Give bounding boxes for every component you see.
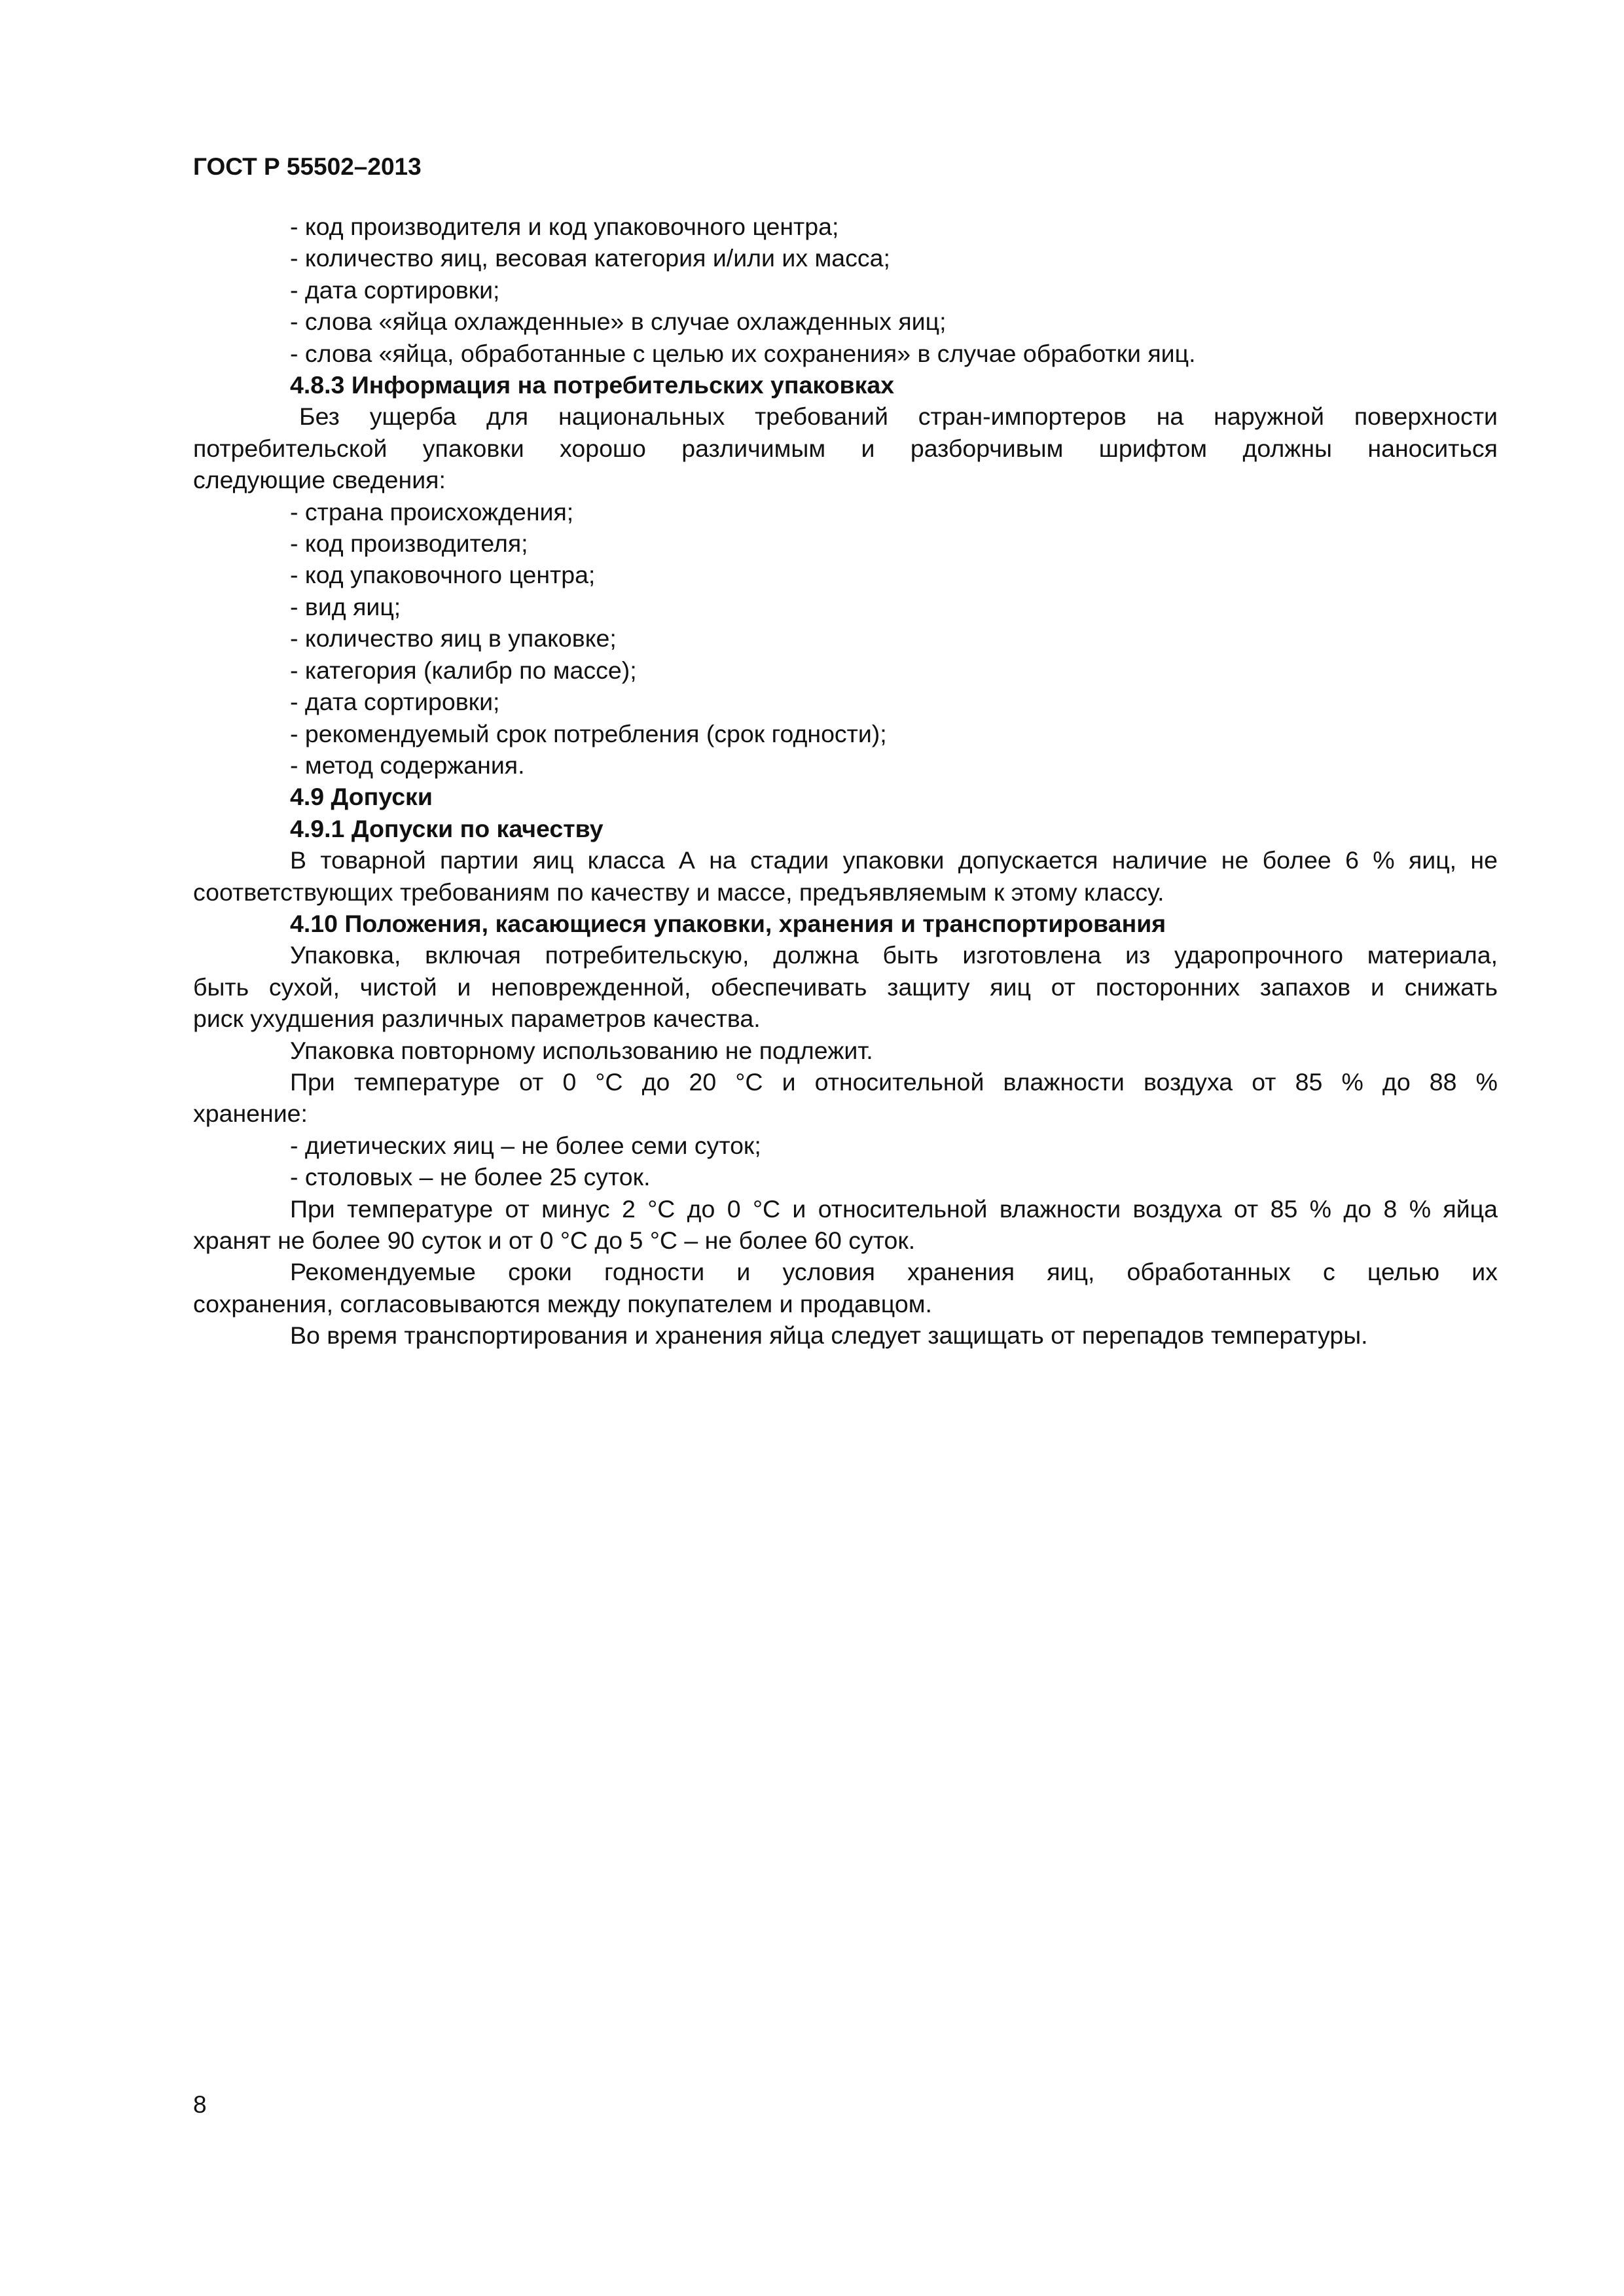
text-line: Рекомендуемые сроки годности и условия хранения яиц, обработанных с целью их xyxy=(290,1258,1498,1286)
text-line: риск ухудшения различных параметров качества. xyxy=(193,1005,761,1033)
document-header: ГОСТ Р 55502–2013 xyxy=(193,153,422,180)
text-line: - слова «яйца охлажденные» в случае охлажденных яиц; xyxy=(290,308,947,336)
text-line: соответствующих требованиям по качеству и массе, предъявляемым к этому классу. xyxy=(193,878,1164,906)
section-heading: 4.8.3 Информация на потребительских упаковках xyxy=(290,371,895,399)
text-line: Упаковка повторному использованию не подлежит. xyxy=(290,1036,873,1064)
text-line: - страна происхождения; xyxy=(290,497,574,526)
text-line: - столовых – не более 25 суток. xyxy=(290,1163,651,1191)
text-line: - код упаковочного центра; xyxy=(290,561,596,589)
text-line: быть сухой, чистой и неповрежденной, обеспечивать защиту яиц от посторонних запахов и снижать xyxy=(193,973,1498,1001)
text-line: - дата сортировки; xyxy=(290,276,500,304)
text-line: При температуре от минус 2 °С до 0 °С и относительной влажности воздуха от 85 % до 8 % яйца xyxy=(290,1194,1498,1223)
text-line: Без ущерба для национальных требований стран-импортеров на наружной поверхности xyxy=(299,403,1498,431)
text-line: - метод содержания. xyxy=(290,751,525,779)
text-line: В товарной партии яиц класса А на стадии упаковки допускается наличие не более 6 % яиц, не xyxy=(290,846,1498,874)
text-line: Во время транспортирования и хранения яйца следует защищать от перепадов температуры. xyxy=(290,1321,1368,1350)
document-body xyxy=(193,211,1498,1352)
text-line: - код производителя; xyxy=(290,529,528,558)
text-line: - категория (калибр по массе); xyxy=(290,656,637,684)
text-line: - диетических яиц – не более семи суток; xyxy=(290,1131,761,1159)
text-line: - вид яиц; xyxy=(290,592,401,620)
text-line: При температуре от 0 °С до 20 °С и относительной влажности воздуха от 85 % до 88 % xyxy=(290,1067,1498,1096)
page-number: 8 xyxy=(193,2091,207,2118)
text-line: сохранения, согласовываются между покупателем и продавцом. xyxy=(193,1289,932,1318)
text-line: - рекомендуемый срок потребления (срок годности); xyxy=(290,719,887,747)
text-line: потребительской упаковки хорошо различимым и разборчивым шрифтом должны наноситься xyxy=(193,434,1498,462)
text-line: Упаковка, включая потребительскую, должна быть изготовлена из ударопрочного материала, xyxy=(290,941,1498,969)
text-line: - слова «яйца, обработанные с целью их сохранения» в случае обработки яиц. xyxy=(290,339,1196,367)
text-line: хранят не более 90 суток и от 0 °С до 5 °С – не более 60 суток. xyxy=(193,1227,916,1254)
text-line: следующие сведения: xyxy=(193,466,446,494)
text-line: хранение: xyxy=(193,1100,308,1128)
text-line: - код производителя и код упаковочного центра; xyxy=(290,213,839,240)
text-line: - дата сортировки; xyxy=(290,688,500,716)
section-heading: 4.9.1 Допуски по качеству xyxy=(290,814,604,842)
text-line: - количество яиц, весовая категория и/или их масса; xyxy=(290,244,890,272)
section-heading: 4.10 Положения, касающиеся упаковки, хранения и транспортирования xyxy=(290,909,1166,937)
text-line: - количество яиц в упаковке; xyxy=(290,624,617,653)
section-heading: 4.9 Допуски xyxy=(290,783,433,811)
